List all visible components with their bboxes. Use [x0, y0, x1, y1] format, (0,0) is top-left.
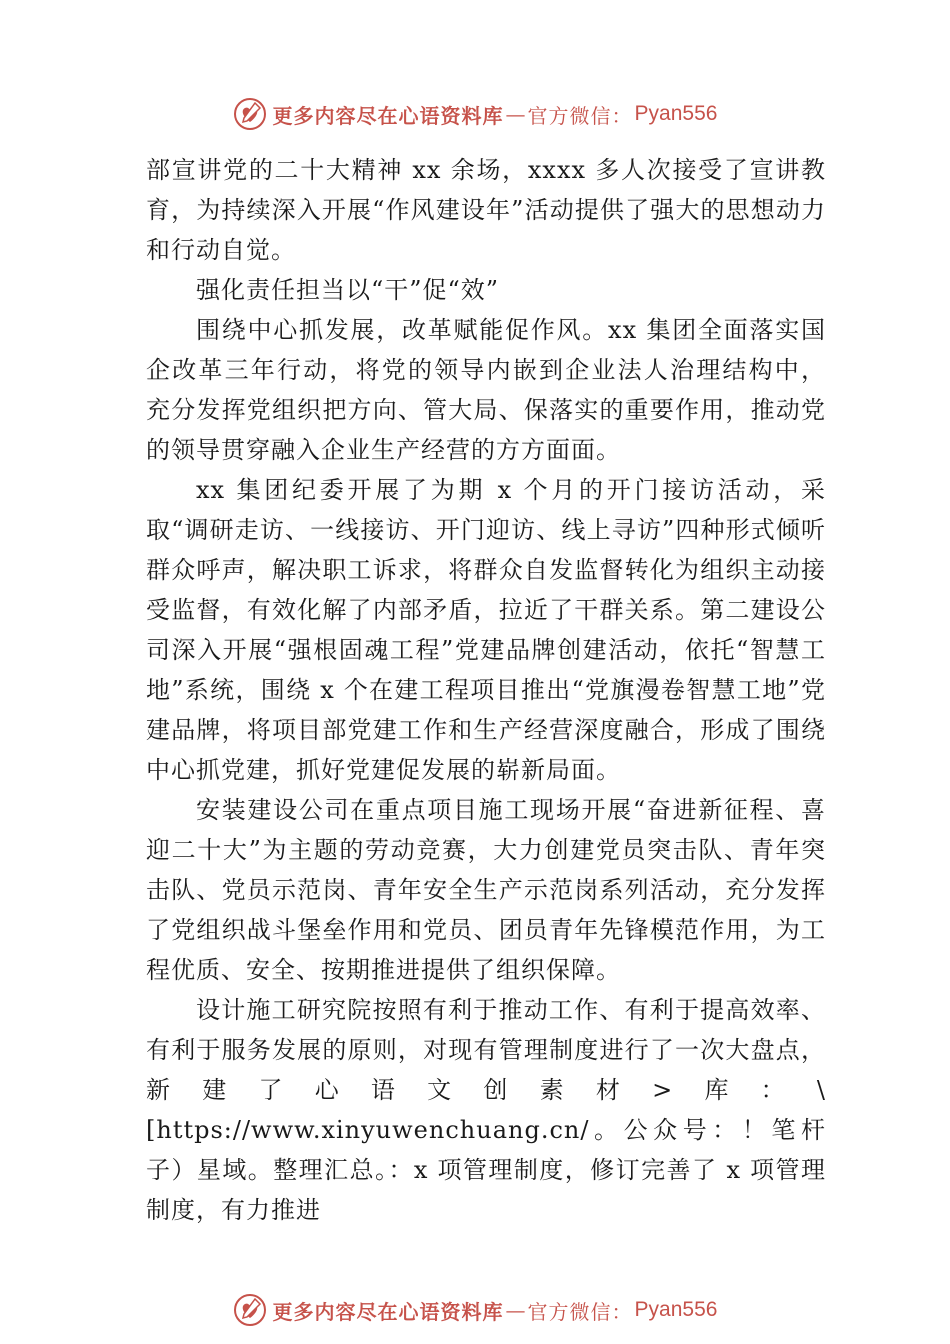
paragraph: 安装建设公司在重点项目施工现场开展“奋进新征程、喜迎二十大”为主题的劳动竞赛，大力创建党员突击队、青年突击队、党员示范岗、青年安全生产示范岗系列活动，充分发挥了党组织战斗堡垒作用和党员、团员青年先锋模范作用，为工程优质、安全、按期推进提供了组织保障。	[146, 796, 826, 984]
paragraph: 部宣讲党的二十大精神 xx 余场，xxxx 多人次接受了宣讲教育，为持续深入开展“作风建设年”活动提供了强大的思想动力和行动自觉。	[146, 156, 826, 264]
banner-wechat-id: Pyan556	[634, 1298, 718, 1321]
banner-separator: —	[505, 102, 526, 126]
paragraph: xx 集团纪委开展了为期 x 个月的开门接访活动，采取“调研走访、一线接访、开门迎访、线上寻访”四种形式倾听群众呼声，解决职工诉求，将群众自发监督转化为组织主动接受监督，有效化解了内部矛盾，拉近了干群关系。第二建设公司深入开展“强根固魂工程”党建品牌创建活动，依托“智慧工地”系统，围绕 x 个在建工程项目推出“党旗漫卷智慧工地”党建品牌，将项目部党建工作和生产经营深度融合，形成了围绕中心抓党建，抓好党建促发展的崭新局面。	[146, 476, 826, 784]
footer-banner	[0, 1288, 950, 1332]
banner-wechat-label: 官方微信：	[527, 1299, 633, 1324]
document-body	[146, 150, 826, 1230]
heart-pen-logo-icon	[233, 1293, 267, 1327]
banner-title: 更多内容尽在心语资料库	[272, 1299, 504, 1324]
banner-separator: —	[505, 1298, 526, 1322]
banner-wechat-label: 官方微信：	[527, 103, 633, 128]
heart-pen-logo-icon	[233, 97, 267, 131]
paragraph: 围绕中心抓发展，改革赋能促作风。xx 集团全面落实国企改革三年行动，将党的领导内嵌到企业法人治理结构中， 充分发挥党组织把方向、管大局、保落实的重要作用，推动党的领导贯穿融入企业生产经营的方方面面。	[146, 316, 826, 464]
paragraph: 设计施工研究院按照有利于推动工作、有利于提高效率、有利于服务发展的原则，对现有管理制度进行了一次大盘点， 新建了心语文创素材>库：\[https://www.xinyuwenchuang.cn/。公众号：！笔杆子）星域。整理汇总。：x 项管理制度，修订完善了 x 项管理制度，有力推进	[146, 996, 826, 1224]
banner-wechat-id: Pyan556	[634, 102, 718, 125]
banner-title: 更多内容尽在心语资料库	[272, 103, 504, 128]
section-heading: 强化责任担当以“干”促“效”	[196, 276, 500, 304]
header-banner	[0, 92, 950, 136]
